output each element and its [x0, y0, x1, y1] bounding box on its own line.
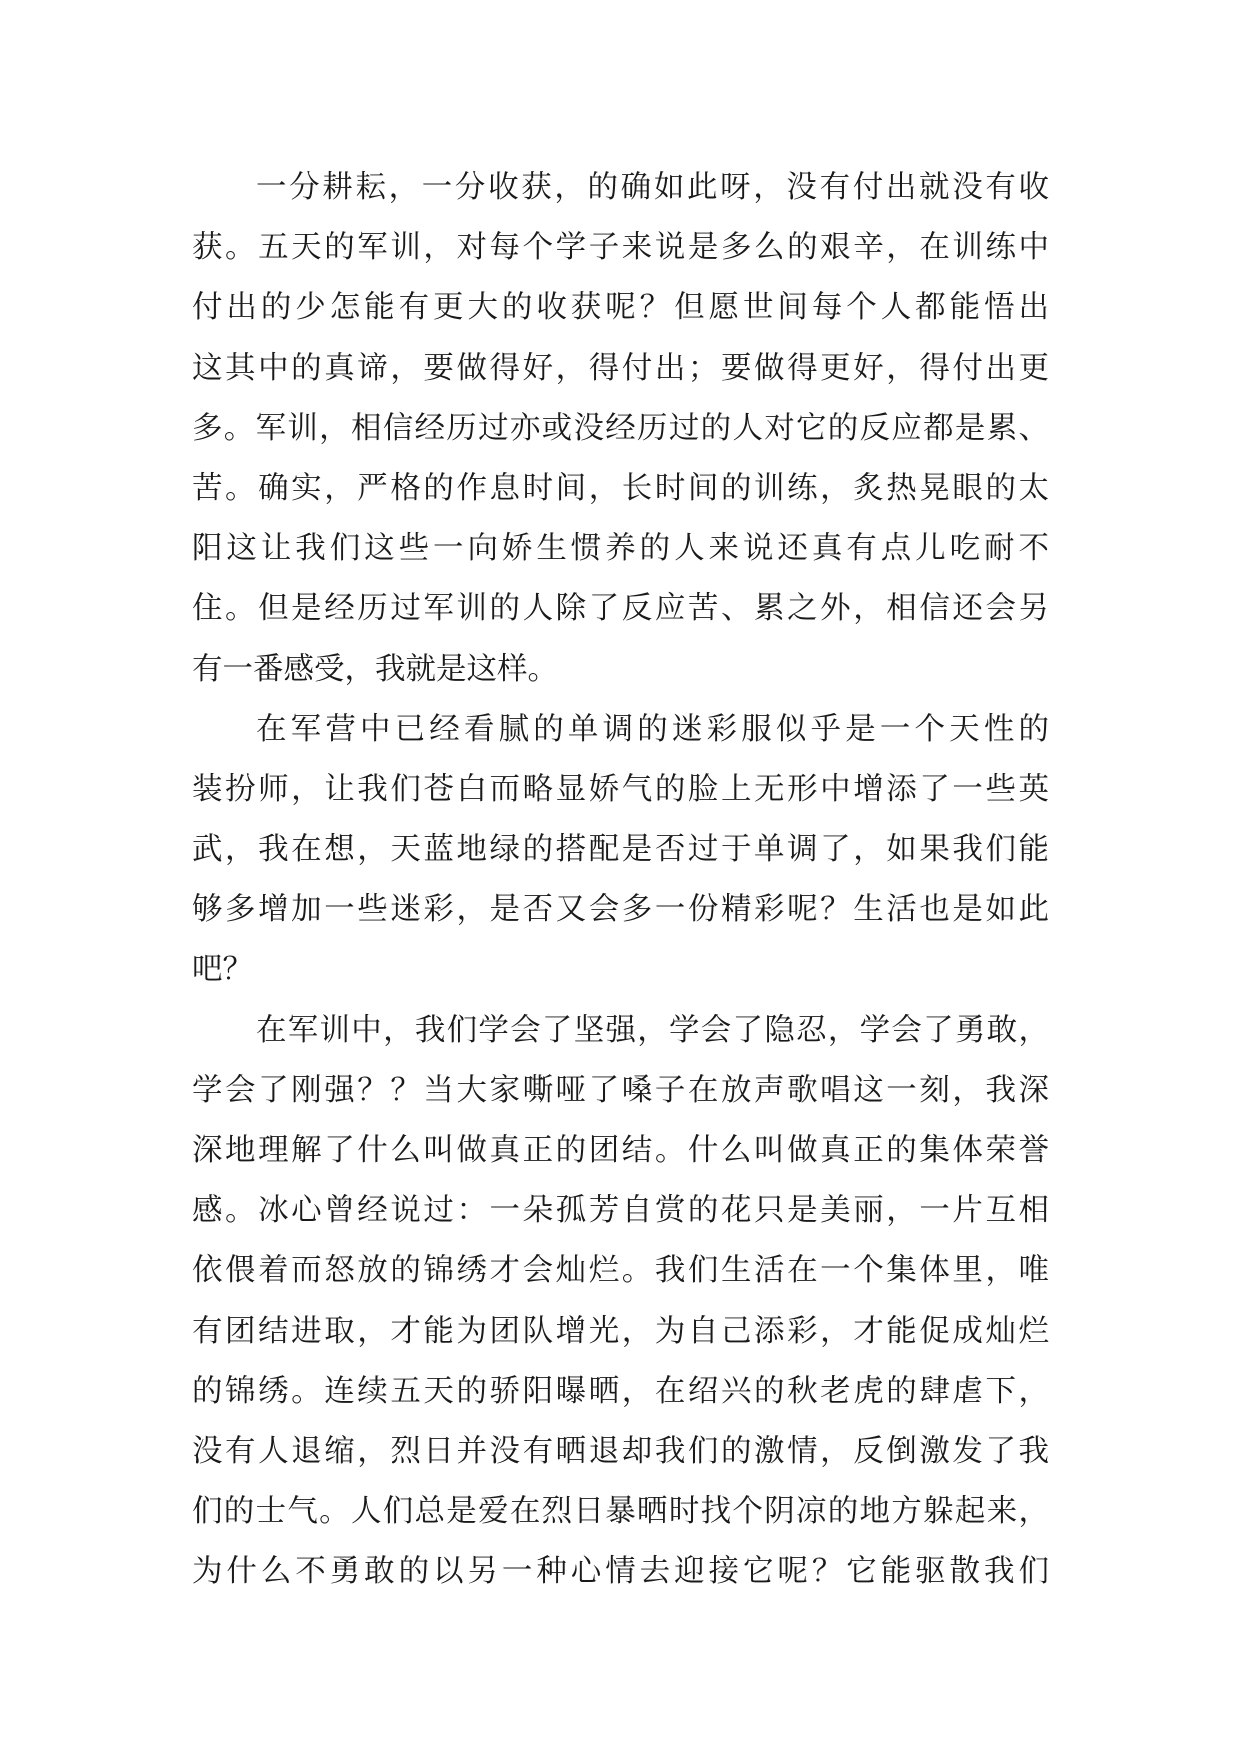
text-line: 在军营中已经看腻的单调的迷彩服似乎是一个天性的	[256, 711, 1049, 747]
text-line: 阳这让我们这些一向娇生惯养的人来说还真有点儿吃耐不	[192, 531, 1049, 567]
text-line: 的锦绣。连续五天的骄阳曝晒，在绍兴的秋老虎的肆虐下，	[192, 1373, 1049, 1409]
document-body	[192, 158, 1049, 1603]
text-line: 住。但是经历过军训的人除了反应苦、累之外，相信还会另	[192, 591, 1049, 627]
text-line: 一分耕耘，一分收获，的确如此呀，没有付出就没有收	[256, 170, 1049, 205]
text-line: 够多增加一些迷彩，是否又会多一份精彩呢？生活也是如此	[192, 892, 1049, 928]
text-line: 们的士气。人们总是爱在烈日暴晒时找个阴凉的地方躲起来，	[192, 1494, 1049, 1530]
text-line: 感。冰心曾经说过：一朵孤芳自赏的花只是美丽，一片互相	[192, 1193, 1049, 1229]
paragraph-3	[192, 1001, 1049, 1603]
text-line: 苦。确实，严格的作息时间，长时间的训练，炙热晃眼的太	[192, 470, 1049, 506]
paragraph-1	[192, 158, 1049, 700]
text-line: 有一番感受，我就是这样。	[192, 651, 558, 687]
text-line: 在军训中，我们学会了坚强，学会了隐忍，学会了勇敢，	[256, 1012, 1049, 1048]
text-line: 这其中的真谛，要做得好，得付出；要做得更好，得付出更	[192, 350, 1049, 386]
text-line: 学会了刚强？？当大家嘶哑了嗓子在放声歌唱这一刻，我深	[192, 1072, 1049, 1108]
text-line: 吧？	[192, 952, 253, 988]
text-line: 装扮师，让我们苍白而略显娇气的脸上无形中增添了一些英	[192, 771, 1049, 807]
paragraph-2	[192, 700, 1049, 1001]
text-line: 依偎着而怒放的锦绣才会灿烂。我们生活在一个集体里，唯	[192, 1253, 1049, 1289]
text-line: 武，我在想，天蓝地绿的搭配是否过于单调了，如果我们能	[192, 832, 1049, 868]
text-line: 有团结进取，才能为团队增光，为自己添彩，才能促成灿烂	[192, 1313, 1049, 1349]
text-line: 没有人退缩，烈日并没有晒退却我们的激情，反倒激发了我	[192, 1433, 1049, 1469]
text-line: 获。五天的军训，对每个学子来说是多么的艰辛，在训练中	[192, 230, 1049, 266]
text-line: 多。军训，相信经历过亦或没经历过的人对它的反应都是累、	[192, 410, 1049, 446]
text-line: 为什么不勇敢的以另一种心情去迎接它呢？它能驱散我们	[192, 1554, 1049, 1590]
text-line: 深地理解了什么叫做真正的团结。什么叫做真正的集体荣誉	[192, 1133, 1049, 1168]
text-line: 付出的少怎能有更大的收获呢？但愿世间每个人都能悟出	[192, 290, 1049, 326]
